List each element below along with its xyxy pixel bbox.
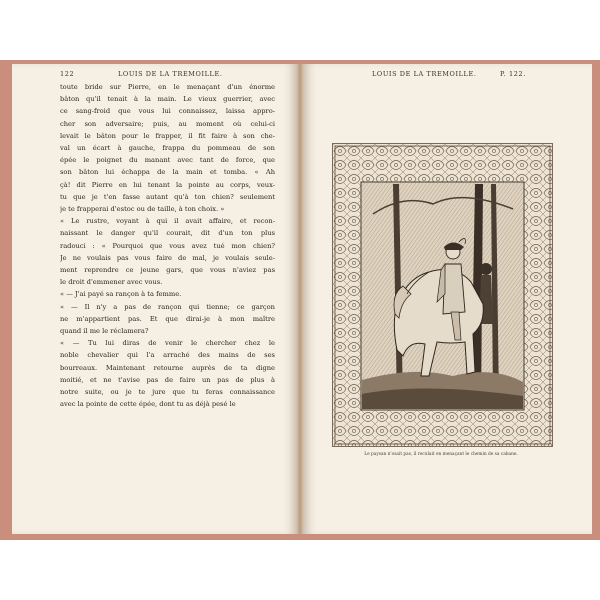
engraving-artwork [333, 144, 552, 446]
text-line: toute bride sur Pierre, en le menaçant d'un énorme [60, 83, 275, 91]
left-running-head: LOUIS DE LA TREMOILLE. [118, 70, 223, 78]
text-line: « — Il n'y a pas de rançon qui tienne; ce garçon [60, 302, 275, 311]
text-line: moitié, et ne t'avise pas de faire un pas de plus à [60, 375, 275, 384]
text-line: naissant le danger qu'il courait, dit d'un ton plus [60, 229, 275, 238]
right-page-number: P. 122. [500, 70, 526, 78]
text-line: levait le bâton pour le frapper, il fit faire à son che- [60, 131, 275, 140]
text-line: radouci : « Pourquoi que vous avez tué mon chien? [60, 241, 275, 250]
engraving-illustration [332, 143, 553, 447]
text-line: noble chevalier qui l'a arraché des mains de ses [60, 351, 275, 360]
text-line: ment reprendre ce jeune gars, que vous n'aviez pas [60, 266, 275, 275]
text-line: « — J'ai payé sa rançon à ta femme. [60, 290, 182, 299]
text-line: Je ne voulais pas vous faire de mal, je voulais seule- [60, 253, 275, 262]
text-line: son bâton lui échappa de la main et tomba. « Ah [60, 168, 275, 177]
text-line: quand il me le réclamera? [60, 327, 149, 336]
text-line: « Le rustre, voyant à qui il avait affaire, et recon- [60, 217, 275, 226]
text-line: bourreaux. Maintenant retourne auprès de ta digne [60, 363, 275, 372]
illustration-caption: Le paysan n'osait pas, il reculait en menaçant le chemin de sa cabane. [364, 452, 518, 457]
left-page-body-text [60, 81, 275, 410]
text-line: je te frapperai d'estoc ou de taille, à ton choix. » [60, 205, 225, 214]
right-running-head: LOUIS DE LA TREMOILLE. [372, 70, 477, 78]
text-line: cher son adversaire; puis, au moment où celui-ci [60, 119, 275, 128]
text-line: notre suite, ou je te jure que tu feras connaissance [60, 388, 275, 397]
text-line: épée le poignet du manant avec tant de force, que [60, 156, 275, 165]
text-line: çà! dit Pierre en lui tenant la pointe au corps, veux- [60, 180, 275, 189]
text-line: bâton qu'il tenait à la main. Le vieux guerrier, avec [60, 95, 275, 104]
text-line: ce sang-froid que vous lui connaissez, laissa appro- [60, 107, 275, 116]
text-line: le droit d'emmener avec vous. [60, 278, 163, 287]
text-line: « — Tu lui diras de venir le chercher chez le [60, 339, 275, 348]
text-line: avec la pointe de cette épée, dont tu as déjà pesé le [60, 400, 236, 409]
text-line: val un écart à gauche, frappa du pommeau de son [60, 144, 275, 153]
text-line: tu que je t'en fasse autant qu'à ton chien? seulement [60, 192, 275, 201]
left-page-number: 122 [60, 70, 75, 78]
text-line: ne m'appartient pas. Et que dirai-je à mon maître [60, 314, 275, 323]
book-gutter [296, 64, 304, 534]
